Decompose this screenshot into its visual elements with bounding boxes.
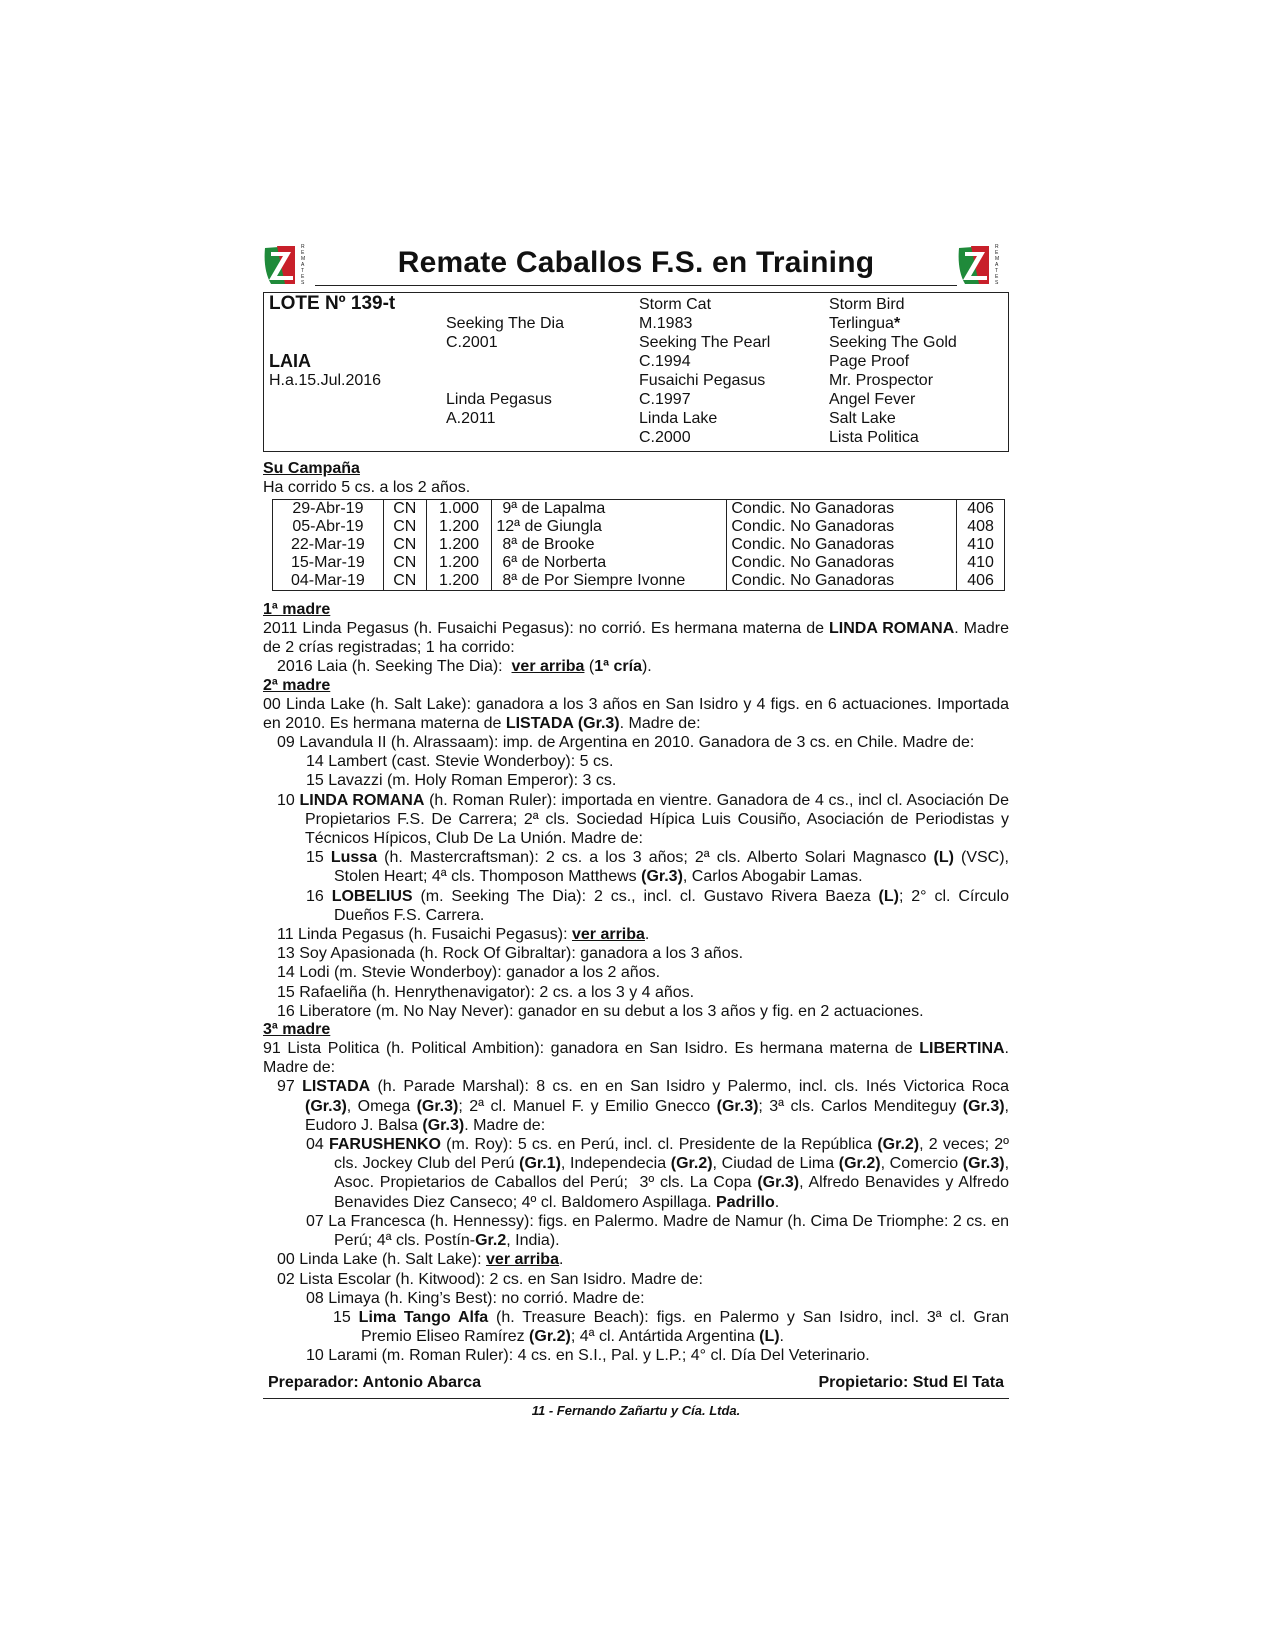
race-weight: 410 bbox=[957, 554, 1005, 572]
race-place: 12ª de Giungla bbox=[492, 518, 727, 536]
ancestor: Mr. Prospector bbox=[829, 372, 934, 389]
dam-info: A.2011 bbox=[446, 410, 496, 427]
race-weight: 406 bbox=[957, 572, 1005, 591]
race-condition: Condic. No Ganadoras bbox=[727, 572, 957, 591]
race-condition: Condic. No Ganadoras bbox=[727, 554, 957, 572]
trainer: Preparador: Antonio Abarca bbox=[268, 1373, 482, 1391]
first-dam-heading: 1ª madre bbox=[263, 601, 331, 618]
dam-name: Linda Pegasus bbox=[446, 391, 552, 408]
table-row bbox=[273, 500, 1005, 519]
svg-text:R: R bbox=[995, 244, 999, 250]
race-distance: 1.200 bbox=[426, 554, 492, 572]
ancestor: Page Proof bbox=[829, 353, 910, 370]
race-date: 22-Mar-19 bbox=[273, 536, 384, 554]
ancestor: Seeking The Pearl bbox=[639, 334, 771, 351]
race-weight: 406 bbox=[957, 500, 1005, 519]
catalog-page bbox=[263, 240, 1009, 1418]
third-dam-heading: 3ª madre bbox=[263, 1021, 331, 1039]
race-date: 04-Mar-19 bbox=[273, 572, 384, 591]
ancestor: Seeking The Gold bbox=[829, 334, 957, 351]
race-track: CN bbox=[383, 536, 426, 554]
zanartu-logo-icon bbox=[957, 240, 1009, 286]
list-item: 15 Lussa (h. Mastercraftsman): 2 cs. a los 3 años; 2ª cls. Alberto Solari Magnasco (L) (VSC), Stolen Heart; 4ª cls. Thomposon Matthews (Gr.3), Carlos Abogabir Lamas. bbox=[306, 849, 1009, 886]
page-header bbox=[263, 240, 1009, 290]
svg-text:E: E bbox=[995, 274, 999, 280]
list-item: 97 LISTADA (h. Parade Marshal): 8 cs. en en San Isidro y Palermo, incl. cls. Inés Victorica Roca (Gr.3), Omega (Gr.3); 2ª cl. Manuel F. y Emilio Gnecco (Gr.3); 3ª cls. Carlos Menditeguy (Gr.3), Eudoro J. Balsa (Gr.3). Madre de: bbox=[277, 1078, 1009, 1134]
race-place: 8ª de Brooke bbox=[492, 536, 727, 554]
ancestor: Storm Bird bbox=[829, 296, 905, 313]
svg-text:E: E bbox=[301, 274, 305, 280]
list-item: 04 FARUSHENKO (m. Roy): 5 cs. en Perú, incl. cl. Presidente de la República (Gr.2), 2 veces; 2º cls. Jockey Club del Perú (Gr.1), Independecia (Gr.2), Ciudad de Lima (Gr.2), Comercio (Gr.3), Asoc. Propietarios de Caballos del Perú; 3º cls. La Copa (Gr.3), Alfredo Benavides y Alfredo Benavides Diez Canseco; 4º cl. Baldomero Aspillaga. Padrillo. bbox=[306, 1136, 1010, 1211]
race-track: CN bbox=[383, 554, 426, 572]
pedigree-box bbox=[263, 292, 1009, 452]
svg-text:R: R bbox=[301, 244, 305, 250]
footer-credits bbox=[263, 1374, 1009, 1392]
svg-text:S: S bbox=[995, 280, 999, 286]
ancestor: M.1983 bbox=[639, 315, 693, 332]
list-item: 10 LINDA ROMANA (h. Roman Ruler): importada en vientre. Ganadora de 4 cs., incl cl. Asociación De Propietarios F.S. De Carrera; 2ª cls. Sociedad Hípica Luis Cousiño, Asociación de Periodistas y Técnicos Hípicos, Club De La Unión. Madre de: bbox=[277, 791, 1010, 848]
list-item: 16 LOBELIUS (m. Seeking The Dia): 2 cs., incl. cl. Gustavo Rivera Baeza (L); 2° cl. Círculo Dueños F.S. Carrera. bbox=[306, 887, 1010, 924]
table-row bbox=[273, 572, 1005, 591]
first-dam-text: 2011 Linda Pegasus (h. Fusaichi Pegasus): no corrió. Es hermana materna de LINDA ROMANA. Madre de 2 crías registradas; 1 ha corrido: bbox=[263, 620, 1009, 657]
list-item: 15 Lima Tango Alfa (h. Treasure Beach): figs. en Palermo y San Isidro, incl. 3ª cl. Gran Premio Eliseo Ramírez (Gr.2); 4ª cl. Antártida Argentina (L). bbox=[333, 1308, 1010, 1346]
race-track: CN bbox=[383, 572, 426, 591]
svg-text:A: A bbox=[301, 262, 305, 268]
second-dam-heading: 2ª madre bbox=[263, 676, 331, 694]
page-title: Remate Caballos F.S. en Training bbox=[397, 246, 875, 279]
race-track: CN bbox=[383, 518, 426, 536]
owner: Propietario: Stud El Tata bbox=[818, 1373, 1004, 1391]
ancestor: Fusaichi Pegasus bbox=[639, 372, 766, 389]
race-date: 29-Abr-19 bbox=[273, 500, 384, 519]
svg-text:M: M bbox=[995, 256, 1000, 262]
ancestor: C.1994 bbox=[639, 353, 691, 370]
table-row bbox=[273, 554, 1005, 572]
ancestor: Storm Cat bbox=[639, 296, 712, 313]
ancestor: Linda Lake bbox=[639, 410, 718, 427]
table-row bbox=[273, 518, 1005, 536]
list-item: 09 Lavandula II (h. Alrassaam): imp. de Argentina en 2010. Ganadora de 3 cs. en Chile. Madre de: bbox=[277, 734, 975, 752]
svg-text:E: E bbox=[995, 250, 999, 256]
campaign-summary: Ha corrido 5 cs. a los 2 años. bbox=[263, 479, 471, 496]
list-item: 2016 Laia (h. Seeking The Dia): ver arriba (1ª cría). bbox=[277, 658, 652, 676]
horse-name: LAIA bbox=[269, 351, 311, 371]
campaign-heading: Su Campaña bbox=[263, 460, 360, 477]
race-table bbox=[272, 499, 1005, 591]
list-item: 13 Soy Apasionada (h. Rock Of Gibraltar): ganadora a los 3 años. bbox=[277, 945, 744, 963]
sire-name: Seeking The Dia bbox=[446, 315, 564, 332]
svg-text:T: T bbox=[301, 268, 305, 274]
race-date: 15-Mar-19 bbox=[273, 554, 384, 572]
list-item: 10 Larami (m. Roman Ruler): 4 cs. en S.I., Pal. y L.P.; 4° cl. Día Del Veterinario. bbox=[306, 1347, 870, 1365]
list-item: 14 Lambert (cast. Stevie Wonderboy): 5 cs. bbox=[306, 753, 614, 771]
race-date: 05-Abr-19 bbox=[273, 518, 384, 536]
race-distance: 1.200 bbox=[426, 572, 492, 591]
svg-text:E: E bbox=[301, 250, 305, 256]
list-item: 14 Lodi (m. Stevie Wonderboy): ganador a los 2 años. bbox=[277, 964, 661, 982]
ancestor: Salt Lake bbox=[829, 410, 896, 427]
svg-text:M: M bbox=[301, 256, 306, 262]
table-row bbox=[273, 536, 1005, 554]
page-footer: 11 - Fernando Zañartu y Cía. Ltda. bbox=[531, 1402, 741, 1418]
lot-number: LOTE Nº 139-t bbox=[269, 293, 396, 314]
list-item: 16 Liberatore (m. No Nay Never): ganador en su debut a los 3 años y fig. en 2 actuaciones. bbox=[277, 1002, 924, 1020]
ancestor: C.2000 bbox=[639, 429, 691, 446]
ancestor: Lista Politica bbox=[829, 429, 919, 446]
footer-rule bbox=[263, 1398, 1009, 1399]
list-item: 15 Rafaeliña (h. Henrythenavigator): 2 cs. a los 3 y 4 años. bbox=[277, 983, 695, 1001]
svg-text:S: S bbox=[301, 280, 305, 286]
list-item: 15 Lavazzi (m. Holy Roman Emperor): 3 cs. bbox=[306, 772, 617, 790]
header-rule bbox=[315, 285, 957, 286]
list-item: 08 Limaya (h. King’s Best): no corrió. Madre de: bbox=[306, 1289, 645, 1307]
ancestor: Angel Fever bbox=[829, 391, 916, 408]
list-item: 00 Linda Lake (h. Salt Lake): ver arriba. bbox=[277, 1251, 564, 1269]
svg-text:T: T bbox=[995, 268, 999, 274]
race-track: CN bbox=[383, 500, 426, 519]
sire-info: C.2001 bbox=[446, 334, 498, 351]
horse-info: H.a.15.Jul.2016 bbox=[269, 372, 382, 389]
list-item: 07 La Francesca (h. Hennessy): figs. en Palermo. Madre de Namur (h. Cima De Triomphe: 2 cs. en Perú; 4ª cls. Postín-Gr.2, India). bbox=[306, 1212, 1009, 1250]
race-weight: 408 bbox=[957, 518, 1005, 536]
race-condition: Condic. No Ganadoras bbox=[727, 518, 957, 536]
race-weight: 410 bbox=[957, 536, 1005, 554]
ancestor: C.1997 bbox=[639, 391, 691, 408]
race-place: 9ª de Lapalma bbox=[492, 500, 727, 519]
race-condition: Condic. No Ganadoras bbox=[727, 500, 957, 519]
list-item: 02 Lista Escolar (h. Kitwood): 2 cs. en San Isidro. Madre de: bbox=[277, 1270, 703, 1288]
svg-text:A: A bbox=[995, 262, 999, 268]
list-item: 11 Linda Pegasus (h. Fusaichi Pegasus): ver arriba. bbox=[277, 926, 650, 944]
race-distance: 1.000 bbox=[426, 500, 492, 519]
ancestor: Terlingua* bbox=[829, 315, 901, 332]
race-condition: Condic. No Ganadoras bbox=[727, 536, 957, 554]
second-dam-text: 00 Linda Lake (h. Salt Lake): ganadora a los 3 años en San Isidro y 4 figs. en 6 actuaciones. Importada en 2010. Es hermana materna de LISTADA (Gr.3). Madre de: bbox=[263, 695, 1009, 732]
race-distance: 1.200 bbox=[426, 518, 492, 536]
race-place: 8ª de Por Siempre Ivonne bbox=[492, 572, 727, 591]
third-dam-text: 91 Lista Politica (h. Political Ambition): ganadora en San Isidro. Es hermana materna de LIBERTINA. Madre de: bbox=[263, 1040, 1009, 1077]
race-place: 6ª de Norberta bbox=[492, 554, 727, 572]
race-distance: 1.200 bbox=[426, 536, 492, 554]
